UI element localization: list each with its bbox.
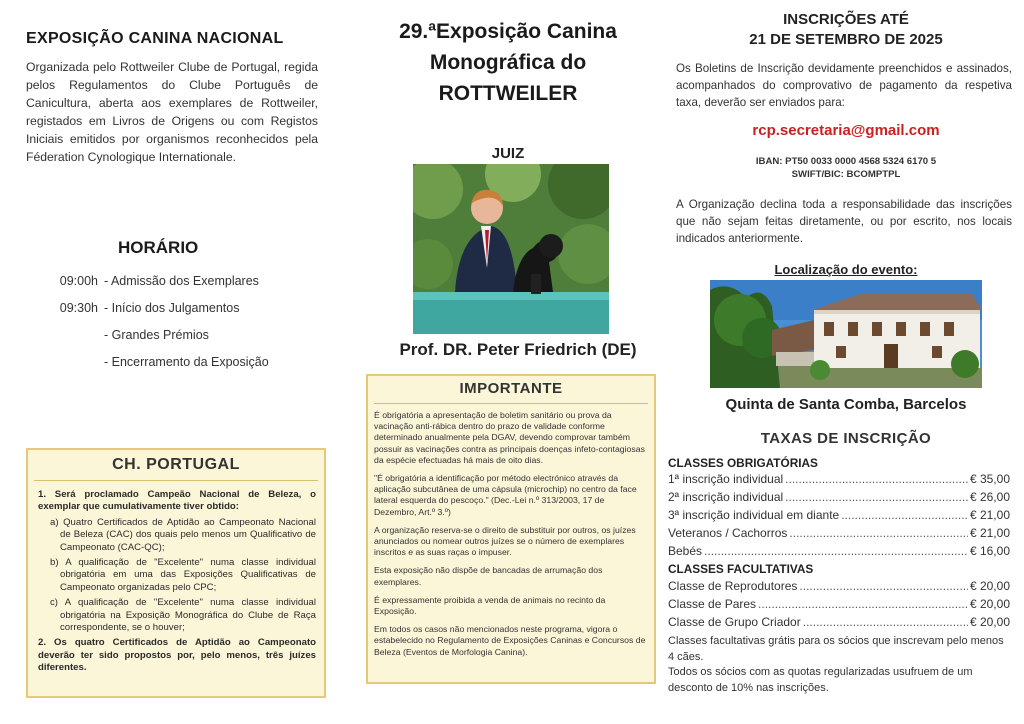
swift: SWIFT/BIC: BCOMPTPL (791, 169, 901, 180)
importante-box (366, 374, 656, 684)
fee-row (668, 508, 1010, 525)
fee-row (668, 579, 1010, 596)
fee-label: 3ª inscrição individual em diante (668, 508, 840, 522)
importante-paragraph: É obrigatória a apresentação de boletim sanitário ou prova da vacinação anti-rábica dentro do prazo de validade conforme determinado anualmente pela DGAV, devendo comprovar também possuir as vacinações contra as principais doenças infeto-contagiosas da espécie efectuadas há mais de oito dias. (374, 410, 645, 465)
taxas-heading: TAXAS DE INSCRIÇÃO (760, 430, 932, 447)
fee-row (668, 544, 1010, 561)
bank-details (668, 155, 1024, 181)
importante-paragraph: "É obrigatória a identificação por método electrónico através da aplicação subcutânea de uma cápsula (microchip) no centro da face lateral esquerda do pescoço." (Dec.-Lei n.º 313/2003, 17 de Dezembro, Art.º 3.º) (374, 473, 637, 517)
schedule-activity: - Encerramento da Exposição (104, 355, 269, 369)
fee-row (668, 615, 1010, 632)
iban: IBAN: PT50 0033 0000 4568 5324 6170 5 (755, 156, 937, 167)
fee-value: € 20,00 (969, 597, 1010, 611)
fee-value: € 20,00 (969, 579, 1010, 593)
boletins-text: Os Boletins de Inscrição devidamente preenchidos e assinados, acompanhados do comprovativo de pagamento da respetiva taxa, deverão ser enviados para: (676, 62, 1012, 109)
schedule-activity: - Início dos Julgamentos (104, 301, 240, 315)
importante-paragraph: Em todos os casos não mencionados neste programa, vigora o estabelecido no Regulamento de Exposições Caninas e Concursos de Beleza (Eventos de Morfologia Canina). (374, 624, 646, 657)
fee-label: 1ª inscrição individual (668, 472, 784, 486)
dot-leader (785, 472, 968, 486)
left-column (18, 0, 318, 724)
exposicao-heading: EXPOSIÇÃO CANINA NACIONAL (26, 30, 284, 47)
schedule-row (18, 355, 318, 371)
dot-leader (803, 615, 968, 629)
fee-value: € 16,00 (969, 544, 1010, 558)
schedule-activity: - Grandes Prémios (104, 328, 209, 342)
ch-rule-c: c) A qualificação de "Excelente" numa classe individual obrigatória na Exposição Monográfica do Clube de Raça correspondente, se o houver; (50, 597, 316, 634)
fee-label: Classe de Pares (668, 597, 757, 611)
right-column (668, 0, 1010, 724)
juiz-heading: JUIZ (491, 145, 525, 162)
horario-heading: HORÁRIO (118, 238, 199, 257)
ch-rule-b: b) A qualificação de "Excelente" numa classe individual obrigatória em uma das Exposições Qualificativas de Campeonato organizadas pelo CPC; (50, 557, 316, 593)
mandatory-classes-heading: CLASSES OBRIGATÓRIAS (668, 456, 818, 470)
event-title-line-2: Monográfica do (429, 51, 587, 74)
dot-leader (704, 544, 968, 558)
importante-title: IMPORTANTE (459, 380, 563, 397)
middle-column (358, 0, 658, 724)
inscricoes-line-1: INSCRIÇÕES ATÉ (783, 11, 909, 28)
schedule-time: 09:00h (59, 274, 98, 288)
schedule-row (18, 274, 318, 290)
importante-paragraph: A organização reserva-se o direito de substituir por outros, os juízes anunciados ou nomear outros juízes se o número de exemplares inscritos e as suas raças o impuser. (374, 524, 636, 558)
optional-classes-heading: CLASSES FACULTATIVAS (668, 562, 814, 576)
fee-row (668, 597, 1010, 614)
importante-text (368, 404, 654, 658)
fee-label: Classe de Reprodutores (668, 579, 798, 593)
intro-text: Organizada pelo Rottweiler Clube de Portugal, regida pelos Regulamentos do Clube Português de Canicultura, aberta aos exemplares de Rottweiler, registados em Livros de Origens ou com Registos Iniciais emitidos por organismos reconhecidos pela Féderation Cynologique Internationale. (26, 60, 318, 164)
venue-name: Quinta de Santa Comba, Barcelos (725, 396, 967, 413)
schedule-row (18, 301, 318, 317)
venue-photo-illustration (710, 280, 982, 388)
judge-photo (413, 164, 609, 334)
dot-leader (785, 490, 968, 504)
fee-row (668, 472, 1010, 489)
ch-rule-2: 2. Os quatro Certificados de Aptidão ao Campeonato deverão ter sido propostos por, pelo menos, três juízes diferentes. (38, 637, 316, 674)
inscricoes-deadline: 21 DE SETEMBRO DE 2025 (749, 31, 943, 48)
ch-portugal-text (28, 481, 324, 675)
ch-portugal-title: CH. PORTUGAL (112, 456, 240, 473)
dot-leader (799, 579, 968, 593)
event-title-line-3: ROTTWEILER (438, 82, 578, 105)
importante-paragraph: É expressamente proibida a venda de animais no recinto da Exposição. (374, 594, 606, 617)
location-heading: Localização do evento: (774, 262, 918, 277)
fee-row (668, 526, 1010, 543)
judge-photo-illustration (413, 164, 609, 334)
event-title (358, 16, 658, 109)
fee-label: 2ª inscrição individual (668, 490, 784, 504)
optional-classes-note: Classes facultativas grátis para os sócios que inscrevam pelo menos 4 cães. (668, 635, 1004, 663)
dot-leader (789, 526, 968, 540)
event-title-line-1: 29.ªExposição Canina (399, 20, 617, 43)
fee-row (668, 490, 1010, 507)
dot-leader (841, 508, 968, 522)
ch-rule-a: a) Quatro Certificados de Aptidão ao Campeonato Nacional de Beleza (CAC) dos quais pelo menos um Qualificativo de Campeonato (CAC-QC); (50, 516, 316, 553)
ch-portugal-box (26, 448, 326, 698)
judge-name: Prof. DR. Peter Friedrich (DE) (399, 340, 637, 359)
inscricoes-heading (668, 10, 1024, 50)
ch-rule-1: 1. Será proclamado Campeão Nacional de Beleza, o exemplar que cumulativamente tiver obtido: (38, 489, 316, 513)
fee-label: Veteranos / Cachorros (668, 526, 788, 540)
schedule-row (18, 328, 318, 344)
contact-email[interactable]: rcp.secretaria@gmail.com (752, 122, 940, 139)
schedule-activity: - Admissão dos Exemplares (104, 274, 259, 288)
schedule-time: 09:30h (59, 301, 98, 315)
importante-paragraph: Esta exposição não dispõe de bancadas de arrumação dos exemplares. (374, 565, 603, 587)
disclaimer-text: A Organização declina toda a responsabilidade das inscrições que não sejam feitas diretamente, ou por escrito, nos locais indicados anteriormente. (676, 198, 1012, 245)
fee-value: € 21,00 (969, 526, 1010, 540)
fee-value: € 35,00 (969, 472, 1010, 486)
fee-label: Bebés (668, 544, 703, 558)
dot-leader (758, 597, 968, 611)
fee-label: Classe de Grupo Criador (668, 615, 801, 629)
fee-value: € 26,00 (969, 490, 1010, 504)
member-discount-note: Todos os sócios com as quotas regularizadas usufruem de um desconto de 10% nas inscrições. (668, 666, 973, 694)
fee-value: € 20,00 (969, 615, 1010, 629)
fee-value: € 21,00 (969, 508, 1010, 522)
venue-photo (710, 280, 982, 388)
